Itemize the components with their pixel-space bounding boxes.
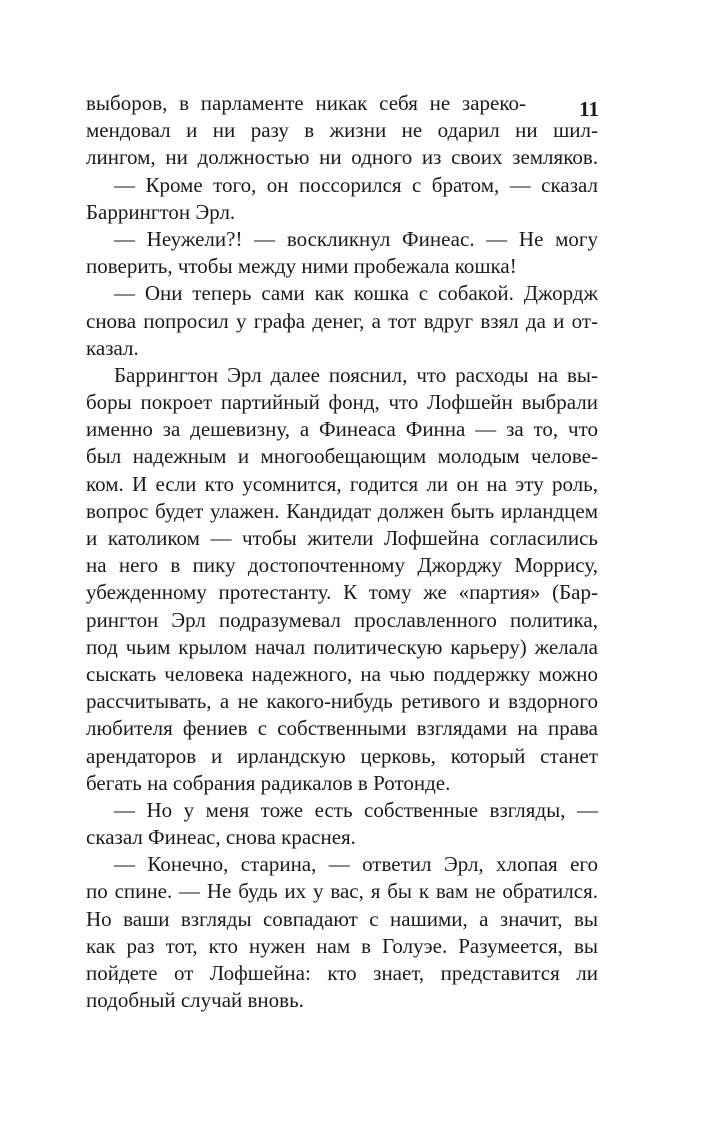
text-line: — Кроме того, он поссорился с братом, — сказал	[114, 172, 598, 197]
text-line: боры покроет партийный фонд, что Лофшейн выбрали	[86, 390, 598, 415]
text-line: рингтон Эрл подразумевал прославленного политика,	[86, 607, 598, 632]
text-line: по спине. — Не будь их у вас, я бы к вам не обратился.	[86, 879, 598, 904]
text-line: и католиком — чтобы жители Лофшейна согласились	[86, 526, 598, 550]
text-line: лингом, ни должностью ни одного из своих земляков.	[86, 145, 598, 170]
page-body	[86, 90, 598, 1090]
text-line: выборов, в парламенте никак себя не зареко-	[86, 91, 526, 115]
text-line: именно за дешевизну, а Финеаса Финна — за то, что	[86, 417, 598, 442]
text-block	[86, 90, 598, 1014]
text-line: подобный случай вновь.	[86, 988, 304, 1013]
text-line: Но ваши взгляды совпадают с нашими, а значит, вы	[86, 906, 598, 931]
text-line: — Они теперь сами как кошка с собакой. Джордж	[114, 281, 598, 306]
text-line: — Но у меня тоже есть собственные взгляды, —	[114, 797, 598, 822]
text-line: — Конечно, старина, — ответил Эрл, хлопая его	[114, 852, 598, 877]
text-line: — Неужели?! — воскликнул Финеас. — Не могу	[114, 226, 598, 251]
text-line: снова попросил у графа денег, а тот вдруг взял да и от-	[86, 308, 598, 333]
text-line: вопрос будет улажен. Кандидат должен быть ирландцем	[86, 498, 598, 523]
text-line: мендовал и ни разу в жизни не одарил ни шил-	[86, 118, 598, 143]
text-line: Баррингтон Эрл.	[86, 199, 236, 224]
text-line: сыскать человека надежного, на чью поддержку можно	[86, 661, 598, 686]
text-line: как раз тот, кто нужен нам в Голуэе. Разумеется, вы	[86, 933, 598, 958]
text-line: ком. И если кто усомнится, годится ли он на эту роль,	[86, 471, 598, 496]
text-line: казал.	[86, 335, 139, 360]
text-line: был надежным и многообещающим молодым челове-	[86, 444, 598, 469]
text-line: на него в пику достопочтенному Джорджу Моррису,	[86, 553, 598, 578]
text-line: рассчитывать, а не какого-нибудь ретивого и вздорного	[86, 689, 598, 714]
text-line: бегать на собрания радикалов в Ротонде.	[86, 770, 451, 795]
text-line: арендаторов и ирландскую церковь, который станет	[86, 743, 598, 768]
text-line: поверить, чтобы между ними пробежала кошка!	[86, 254, 517, 279]
text-line: под чьим крылом начал политическую карьеру) желала	[86, 634, 598, 659]
page-number: 11	[579, 97, 599, 121]
text-line: любителя фениев с собственными взглядами на права	[86, 716, 598, 741]
text-line: пойдете от Лофшейна: кто знает, представится ли	[86, 961, 598, 985]
text-line: сказал Финеас, снова краснея.	[86, 825, 356, 850]
text-line: Баррингтон Эрл далее пояснил, что расходы на вы-	[114, 362, 598, 387]
text-line: убежденному протестанту. К тому же «партия» (Бар-	[86, 580, 598, 605]
